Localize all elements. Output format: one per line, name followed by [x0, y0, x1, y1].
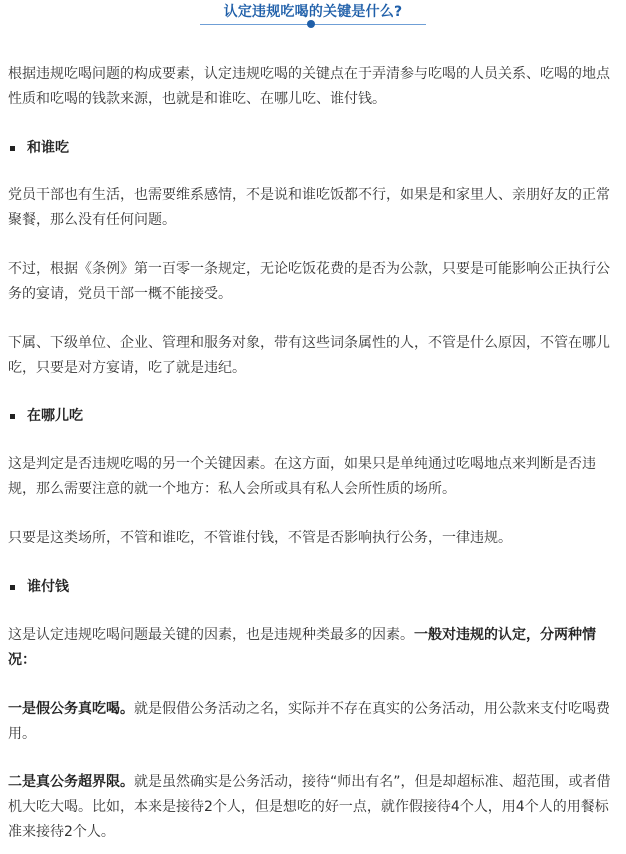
paragraph-text: 就是假借公务活动之名，实际并不存在真实的公务活动，用公款来支付吃喝费用。	[8, 701, 610, 742]
paragraph: 下属、下级单位、企业、管理和服务对象，带有这些词条属性的人，不管是什么原因，不管在哪儿吃，只要是对方宴请，吃了就是违纪。	[8, 335, 610, 376]
paragraph: 这是判定是否违规吃喝的另一个关键因素。在这方面，如果只是单纯通过吃喝地点来判断是否违规，那么需要注意的就一个地方：私人会所或具有私人会所性质的场所。	[8, 456, 596, 497]
paragraph	[8, 697, 620, 747]
section-heading-label: 和谁吃	[27, 140, 69, 156]
paragraph-text: 就是虽然确实是公务活动，接待“师出有名”，但是却超标准、超范围，或者借机大吃大喝。比如，本来是接待2个人，但是想吃的好一点，就作假接待4个人，用4个人的用餐标准来接待2个人。	[8, 774, 611, 840]
paragraph: 不过，根据《条例》第一百零一条规定，无论吃饭花费的是否为公款，只要是可能影响公正执行公务的宴请，党员干部一概不能接受。	[8, 261, 610, 302]
paragraph-emphasis: 一是假公务真吃喝。	[8, 701, 134, 717]
intro-paragraph: 根据违规吃喝问题的构成要素，认定违规吃喝的关键点在于弄清参与吃喝的人员关系、吃喝的地点性质和吃喝的钱款来源，也就是和谁吃、在哪儿吃、谁付钱。	[8, 66, 610, 107]
article-title: 认定违规吃喝的关键是什么?	[223, 4, 403, 20]
paragraph-text: 这是认定违规吃喝问题最关键的因素，也是违规种类最多的因素。	[8, 627, 414, 643]
paragraph: 党员干部也有生活，也需要维系感情，不是说和谁吃饭都不行，如果是和家里人、亲朋好友的正常聚餐，那么没有任何问题。	[8, 187, 610, 228]
title-banner	[0, 0, 626, 30]
paragraph	[8, 770, 620, 845]
paragraph-emphasis: 二是真公务超界限。	[8, 774, 134, 790]
section-heading-label: 谁付钱	[27, 579, 69, 595]
section-heading-who	[8, 136, 69, 161]
square-bullet-icon	[10, 414, 15, 419]
paragraph-emphasis: 一般对违规的认定，分两种情况：	[8, 627, 596, 668]
square-bullet-icon	[10, 585, 15, 590]
section-heading-label: 在哪儿吃	[27, 408, 83, 424]
title-dot-ornament	[307, 20, 315, 28]
section-heading-who-pays	[8, 575, 69, 600]
square-bullet-icon	[10, 146, 15, 151]
paragraph: 只要是这类场所，不管和谁吃，不管谁付钱，不管是否影响执行公务，一律违规。	[8, 530, 512, 546]
paragraph	[8, 623, 620, 673]
section-heading-where	[8, 404, 83, 429]
